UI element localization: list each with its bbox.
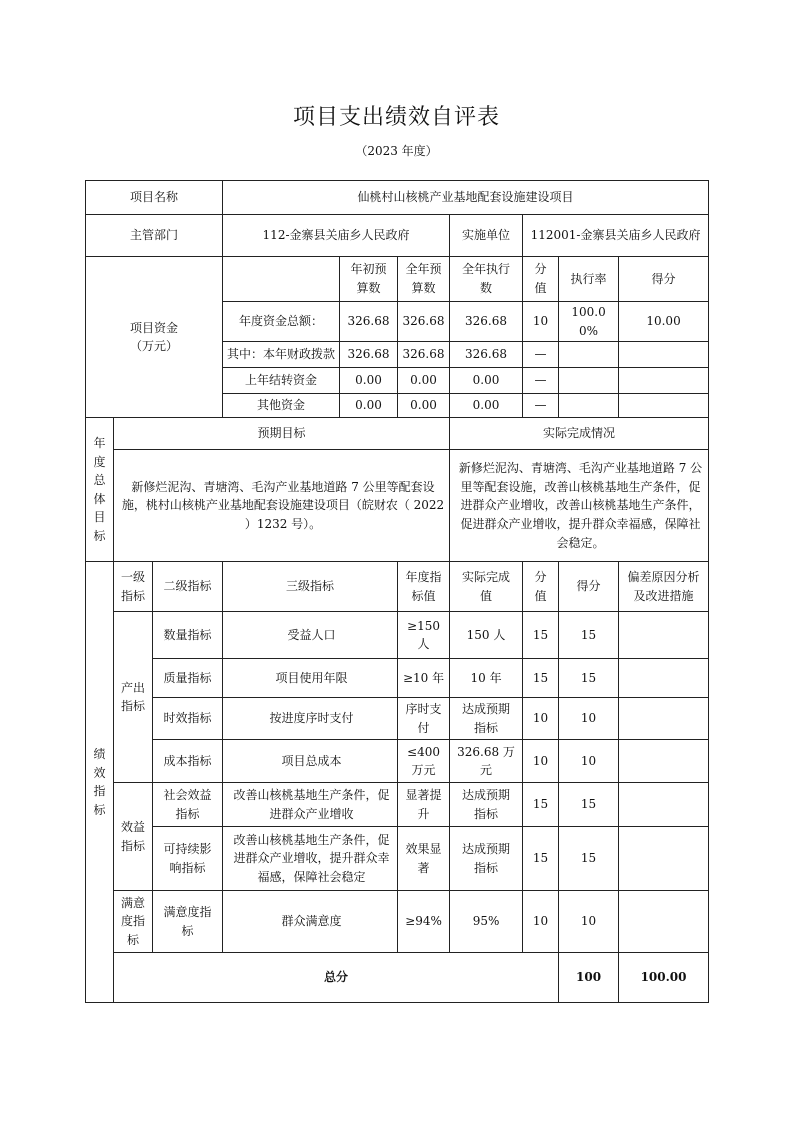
funds-label: 项目资金 （万元） bbox=[86, 257, 223, 418]
score-cell: 10 bbox=[559, 740, 619, 783]
funds-row-rate: 100.00% bbox=[559, 302, 619, 342]
indicator-row bbox=[86, 891, 709, 953]
analysis-cell bbox=[619, 827, 709, 891]
funds-row-score-value: — bbox=[523, 342, 559, 368]
self-evaluation-table bbox=[85, 180, 709, 1003]
level3-cell: 群众满意度 bbox=[223, 891, 398, 953]
funds-header-full: 全年预 算数 bbox=[398, 257, 450, 302]
score-cell: 15 bbox=[559, 827, 619, 891]
annual-goal-header-row bbox=[86, 418, 709, 450]
page-subtitle: （2023 年度） bbox=[355, 144, 438, 158]
score-cell: 10 bbox=[559, 891, 619, 953]
indicator-row bbox=[86, 698, 709, 740]
total-score-value: 100 bbox=[559, 953, 619, 1003]
target-cell: ≥94% bbox=[398, 891, 450, 953]
indicator-row bbox=[86, 740, 709, 783]
funds-row-label: 其中：本年财政拨款 bbox=[223, 342, 340, 368]
annual-goal-content-row bbox=[86, 450, 709, 562]
analysis-cell bbox=[619, 659, 709, 698]
indicator-row bbox=[86, 659, 709, 698]
level2-cell: 成本指标 bbox=[153, 740, 223, 783]
funds-row-initial: 326.68 bbox=[340, 342, 398, 368]
indicator-row bbox=[86, 612, 709, 659]
funds-row-score bbox=[619, 394, 709, 418]
funds-row-initial: 326.68 bbox=[340, 302, 398, 342]
implementing-unit-value: 112001-金寨县关庙乡人民政府 bbox=[523, 215, 709, 257]
expected-goal-header: 预期目标 bbox=[114, 418, 450, 450]
actual-cell: 达成预期 指标 bbox=[450, 827, 523, 891]
score-cell: 10 bbox=[559, 698, 619, 740]
funds-row-score bbox=[619, 342, 709, 368]
project-name-value: 仙桃村山核桃产业基地配套设施建设项目 bbox=[223, 181, 709, 215]
score-cell: 15 bbox=[559, 612, 619, 659]
funds-row-score-value: — bbox=[523, 368, 559, 394]
target-cell: 序时支 付 bbox=[398, 698, 450, 740]
target-cell: 显著提 升 bbox=[398, 783, 450, 827]
target-cell: 效果显 著 bbox=[398, 827, 450, 891]
score-cell: 15 bbox=[559, 659, 619, 698]
funds-row-rate bbox=[559, 368, 619, 394]
analysis-header: 偏差原因分析 及改进措施 bbox=[619, 562, 709, 612]
target-cell: ≥10 年 bbox=[398, 659, 450, 698]
total-score: 100.00 bbox=[619, 953, 709, 1003]
funds-row-full: 326.68 bbox=[398, 342, 450, 368]
actual-completion-header: 实际完成情况 bbox=[450, 418, 709, 450]
level3-cell: 按进度序时支付 bbox=[223, 698, 398, 740]
score-value-cell: 10 bbox=[523, 740, 559, 783]
total-label: 总分 bbox=[114, 953, 559, 1003]
analysis-cell bbox=[619, 698, 709, 740]
funds-row-executed: 326.68 bbox=[450, 342, 523, 368]
score-value-cell: 15 bbox=[523, 659, 559, 698]
actual-completion-text: 新修烂泥沟、青塘湾、毛沟产业基地道路 7 公里等配套设施，改善山核桃基地生产条件，促进群众产业增收，改善山核桃基地生产条件，促进群众产业增收，提升群众幸福感，保障社会稳定。 bbox=[450, 450, 709, 562]
score-value-cell: 15 bbox=[523, 783, 559, 827]
project-name-row bbox=[86, 181, 709, 215]
funds-row-full: 0.00 bbox=[398, 394, 450, 418]
actual-cell: 10 年 bbox=[450, 659, 523, 698]
funds-header-executed: 全年执行 数 bbox=[450, 257, 523, 302]
target-cell: ≤400 万元 bbox=[398, 740, 450, 783]
score-cell: 15 bbox=[559, 783, 619, 827]
target-cell: ≥150 人 bbox=[398, 612, 450, 659]
funds-row-full: 326.68 bbox=[398, 302, 450, 342]
funds-row-label: 上年结转资金 bbox=[223, 368, 340, 394]
funds-row-score bbox=[619, 368, 709, 394]
score-value-header: 分 值 bbox=[523, 562, 559, 612]
level3-cell: 改善山核桃基地生产条件，促进群众产业增收，提升群众幸福感，保障社会稳定 bbox=[223, 827, 398, 891]
funds-header-exec-rate: 执行率 bbox=[559, 257, 619, 302]
level2-cell: 数量指标 bbox=[153, 612, 223, 659]
funds-header-initial: 年初预 算数 bbox=[340, 257, 398, 302]
level2-cell: 质量指标 bbox=[153, 659, 223, 698]
level2-header: 二级指标 bbox=[153, 562, 223, 612]
annual-goal-label: 年 度 总 体 目 标 bbox=[86, 418, 114, 562]
funds-row-score-value: — bbox=[523, 394, 559, 418]
funds-row-label: 年度资金总额： bbox=[223, 302, 340, 342]
performance-label: 绩 效 指 标 bbox=[86, 562, 114, 1003]
expected-goal-text: 新修烂泥沟、青塘湾、毛沟产业基地道路 7 公里等配套设施，桃村山核桃产业基地配套设施建设项目（皖财农（ 2022 ）1232 号）。 bbox=[114, 450, 450, 562]
score-value-cell: 10 bbox=[523, 891, 559, 953]
actual-header: 实际完成 值 bbox=[450, 562, 523, 612]
funds-row-rate bbox=[559, 342, 619, 368]
score-header: 得分 bbox=[559, 562, 619, 612]
funds-row-executed: 0.00 bbox=[450, 368, 523, 394]
funds-row-rate bbox=[559, 394, 619, 418]
page-title: 项目支出绩效自评表 bbox=[292, 105, 500, 130]
actual-cell: 达成预期 指标 bbox=[450, 698, 523, 740]
level3-cell: 改善山核桃基地生产条件，促进群众产业增收 bbox=[223, 783, 398, 827]
funds-row-initial: 0.00 bbox=[340, 394, 398, 418]
level2-cell: 社会效益 指标 bbox=[153, 783, 223, 827]
actual-cell: 95% bbox=[450, 891, 523, 953]
satisfaction-indicator-group: 满意 度指 标 bbox=[114, 891, 153, 953]
department-row bbox=[86, 215, 709, 257]
funds-header-blank bbox=[223, 257, 340, 302]
funds-row-initial: 0.00 bbox=[340, 368, 398, 394]
level3-cell: 项目使用年限 bbox=[223, 659, 398, 698]
funds-row-score-value: 10 bbox=[523, 302, 559, 342]
level2-cell: 满意度指 标 bbox=[153, 891, 223, 953]
analysis-cell bbox=[619, 891, 709, 953]
department-value: 112-金寨县关庙乡人民政府 bbox=[223, 215, 450, 257]
implementing-unit-label: 实施单位 bbox=[450, 215, 523, 257]
output-indicator-group: 产出 指标 bbox=[114, 612, 153, 783]
funds-row-label: 其他资金 bbox=[223, 394, 340, 418]
score-value-cell: 15 bbox=[523, 827, 559, 891]
funds-row-executed: 0.00 bbox=[450, 394, 523, 418]
level1-header: 一级 指标 bbox=[114, 562, 153, 612]
level2-cell: 时效指标 bbox=[153, 698, 223, 740]
score-value-cell: 10 bbox=[523, 698, 559, 740]
total-row bbox=[86, 953, 709, 1003]
analysis-cell bbox=[619, 612, 709, 659]
actual-cell: 150 人 bbox=[450, 612, 523, 659]
benefit-indicator-group: 效益 指标 bbox=[114, 783, 153, 891]
funds-row-executed: 326.68 bbox=[450, 302, 523, 342]
level3-header: 三级指标 bbox=[223, 562, 398, 612]
actual-cell: 326.68 万 元 bbox=[450, 740, 523, 783]
level2-cell: 可持续影 响指标 bbox=[153, 827, 223, 891]
analysis-cell bbox=[619, 740, 709, 783]
department-label: 主管部门 bbox=[86, 215, 223, 257]
performance-header-row bbox=[86, 562, 709, 612]
level3-cell: 受益人口 bbox=[223, 612, 398, 659]
funds-row-full: 0.00 bbox=[398, 368, 450, 394]
funds-header-score: 得分 bbox=[619, 257, 709, 302]
target-header: 年度指 标值 bbox=[398, 562, 450, 612]
level3-cell: 项目总成本 bbox=[223, 740, 398, 783]
analysis-cell bbox=[619, 783, 709, 827]
funds-header-row bbox=[86, 257, 709, 302]
score-value-cell: 15 bbox=[523, 612, 559, 659]
funds-row-score: 10.00 bbox=[619, 302, 709, 342]
funds-header-score-value: 分 值 bbox=[523, 257, 559, 302]
indicator-row bbox=[86, 783, 709, 827]
indicator-row bbox=[86, 827, 709, 891]
actual-cell: 达成预期 指标 bbox=[450, 783, 523, 827]
project-name-label: 项目名称 bbox=[86, 181, 223, 215]
